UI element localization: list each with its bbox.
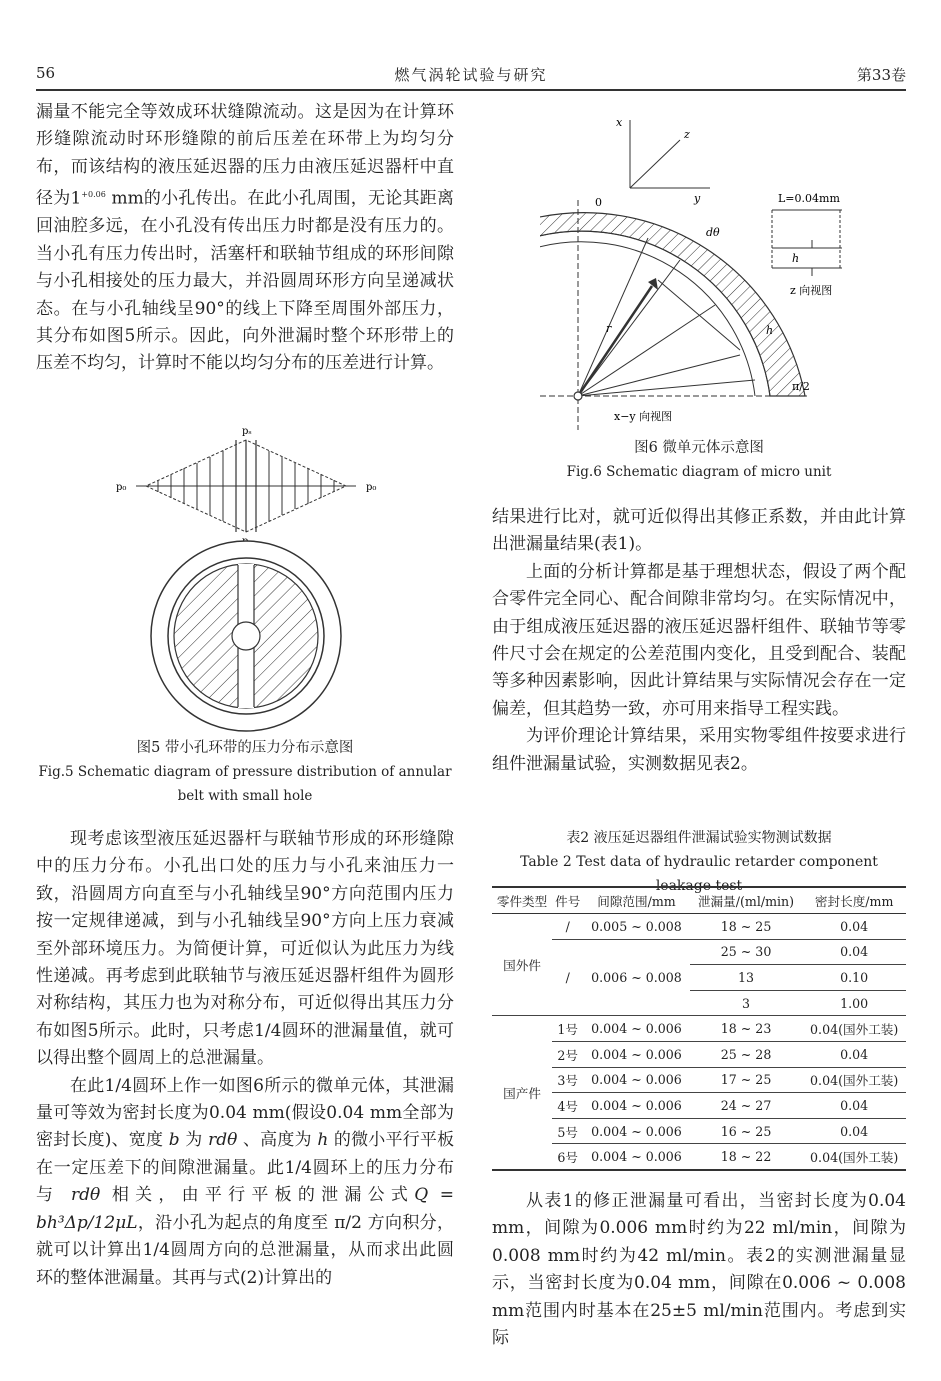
cell: 13	[690, 965, 803, 991]
paragraph: 结果进行比对，就可近似得出其修正系数，并由此计算出泄漏量结果(表1)。	[492, 507, 906, 555]
group-cell: 国外件	[492, 914, 552, 1016]
xy-view-label: x−y 向视图	[614, 410, 673, 423]
cell: 0.04	[802, 939, 906, 965]
cell: 1.00	[802, 990, 906, 1016]
figure-6	[540, 100, 850, 435]
fig5-caption	[36, 736, 454, 808]
cell: 25 ~ 30	[690, 939, 803, 965]
right-column-bottom	[492, 1188, 906, 1352]
cell: 0.04	[802, 1118, 906, 1144]
paragraph: 从表1的修正泄漏量可看出，当密封长度为0.04 mm，间隙为0.006 mm时约为22 ml/min，间隙为0.008 mm时约为42 ml/min。表2的实测泄漏量显示，当密封长度为0.04 mm，间隙在0.006 ~ 0.008 mm范围内时基本在25±5 ml/min范围内。考虑到实际	[492, 1191, 906, 1349]
cell: 0.04(国外工装)	[802, 1067, 906, 1093]
cell: 0.006 ~ 0.008	[583, 939, 689, 1016]
table-row	[492, 1093, 906, 1119]
cell: 6号	[552, 1144, 583, 1170]
label-p0-left: p₀	[116, 482, 127, 493]
paragraph: 在此1/4圆环上作一如图6所示的微单元体，其泄漏量可等效为密封长度为0.04 mm(假设0.04 mm全部为密封长度)、宽度 b 为 rdθ 、高度为 h 的微小平行平板在一定压差下的间隙泄漏量。此1/4圆环上的压力分布与 rdθ 相关，由平行平板的泄漏公式Q = bh³Δp/12μL，沿小孔为起点的角度至 π/2 方向积分，就可以计算出1/4圆周方向的总泄漏量，从而求出此圆环的整体泄漏量。其再与式(2)计算出的	[36, 1075, 455, 1288]
volume-label: 第33卷	[856, 66, 906, 84]
cell: 2号	[552, 1041, 583, 1067]
cell: 16 ~ 25	[690, 1118, 803, 1144]
r-label: r	[606, 322, 612, 335]
axis-y-label: y	[694, 192, 701, 205]
page-number: 56	[36, 64, 56, 82]
table-row	[492, 1118, 906, 1144]
table-row	[492, 939, 906, 965]
cell: 17 ~ 25	[690, 1067, 803, 1093]
leakage-formula: Q = bh³Δp/12μL	[36, 1185, 455, 1233]
fig6-caption	[492, 436, 906, 484]
left-column-bottom	[36, 826, 454, 1292]
pressure-rhombus	[136, 440, 356, 532]
cell: 0.04(国外工装)	[802, 1144, 906, 1170]
table2	[492, 886, 906, 1171]
L-label: L=0.04mm	[778, 192, 840, 205]
cell: 0.004 ~ 0.006	[583, 1093, 689, 1119]
cell: 18 ~ 22	[690, 1144, 803, 1170]
fig5-caption-en: Fig.5 Schematic diagram of pressure distribution of annular belt with small hole	[38, 764, 452, 804]
journal-title: 燃气涡轮试验与研究	[394, 66, 548, 84]
cell: /	[552, 939, 583, 1016]
table-row	[492, 1016, 906, 1042]
h-label: h	[766, 324, 774, 337]
z-view-label: z 向视图	[790, 284, 833, 297]
cell: /	[552, 914, 583, 940]
pi2-label: π/2	[792, 380, 810, 393]
cell: 0.004 ~ 0.006	[583, 1118, 689, 1144]
table-row	[492, 1067, 906, 1093]
cell: 25 ~ 28	[690, 1041, 803, 1067]
superscript: +0.06	[81, 190, 106, 200]
radius-arrow	[578, 286, 652, 396]
col-header: 间隙范围/mm	[583, 887, 689, 914]
paragraph: 现考虑该型液压延迟器杆与联轴节形成的环形缝隙中的压力分布。小孔出口处的压力与小孔来油压力一致，沿圆周方向直至与小孔轴线呈90°方向范围内压力按一定规律递减，到与小孔轴线呈90°方向上压力衰减至外部环境压力。为简便计算，可近似认为此压力为线性递减。再考虑到此联轴节与液压延迟器杆组件为圆形对称结构，其压力也为对称分布，可近似得出其压力分布如图5所示。此时，只考虑1/4圆环的泄漏量值，就可以得出整个圆周上的总泄漏量。	[36, 829, 454, 1069]
cell: 0.005 ~ 0.008	[583, 914, 689, 940]
axis-z-label: z	[684, 128, 690, 141]
cell: 0.04(国外工装)	[802, 1016, 906, 1042]
cell: 4号	[552, 1093, 583, 1119]
left-column-top	[36, 99, 454, 378]
cell: 0.004 ~ 0.006	[583, 1144, 689, 1170]
table2-title-cn: 表2 液压延迟器组件泄漏试验实物测试数据	[566, 830, 832, 846]
table-row	[492, 1144, 906, 1170]
col-header: 密封长度/mm	[802, 887, 906, 914]
cell: 18 ~ 25	[690, 914, 803, 940]
paragraph: 漏量不能完全等效成环状缝隙流动。这是因为在计算环形缝隙流动时环形缝隙的前后压差在环带上为均匀分布，而该结构的液压延迟器的压力由液压延迟器杆中直径为$1^{+0.06}$ mm的小孔传出。在此小孔周围，无论其距离回油腔多远，在小孔没有传出压力时都是没有压力的。当小孔有压力传出时，活塞杆和联轴节组成的环形间隙与小孔相接处的压力最大，并沿圆周环形方向呈递减状态。在与小孔轴线呈90°的线上下降至周围外部压力，其分布如图5所示。因此，向外泄漏时整个环形带上的压差不均匀，计算时不能以均匀分布的压差进行计算。	[36, 102, 454, 374]
paragraph: 为评价理论计算结果，采用实物零组件按要求进行组件泄漏量试验，实测数据见表2。	[492, 726, 906, 774]
col-header: 泄漏量/(ml/min)	[690, 887, 803, 914]
cell: 0.10	[802, 965, 906, 991]
header-rule	[36, 89, 906, 91]
coord-axes	[630, 120, 710, 188]
cell: 3	[690, 990, 803, 1016]
paragraph: 上面的分析计算都是基于理想状态，假设了两个配合零件完全同心、配合间隙非常均匀。在实际情况中，由于组成液压延迟器的液压延迟器杆组件、联轴节等零件尺寸会在规定的公差范围内变化，且受到配合、装配等多种因素影响，因此计算结果与实际情况会存在一定偏差，但其趋势一致，亦可用来指导工程实践。	[492, 561, 906, 719]
origin-hole	[574, 392, 582, 400]
axis-x-label: x	[616, 116, 623, 129]
table-row	[492, 914, 906, 940]
table-row	[492, 1041, 906, 1067]
col-header: 零件类型	[492, 887, 552, 914]
fig6-caption-en: Fig.6 Schematic diagram of micro unit	[566, 464, 832, 480]
rays	[578, 238, 755, 396]
dtheta-label: dθ	[706, 226, 720, 239]
fig6-caption-cn: 图6 微单元体示意图	[634, 440, 764, 456]
cell: 0.04	[802, 914, 906, 940]
running-header	[36, 64, 906, 86]
figure-5	[36, 418, 456, 738]
cell: 0.004 ~ 0.006	[583, 1016, 689, 1042]
h-small-label: h	[792, 252, 800, 265]
cell: 24 ~ 27	[690, 1093, 803, 1119]
col-header: 件号	[552, 887, 583, 914]
ring-section	[151, 541, 341, 731]
z-view	[772, 210, 842, 276]
cell: 0.004 ~ 0.006	[583, 1041, 689, 1067]
cell: 1号	[552, 1016, 583, 1042]
right-column-top	[492, 504, 906, 778]
cell: 0.04	[802, 1093, 906, 1119]
cell: 0.04	[802, 1041, 906, 1067]
fig5-caption-cn: 图5 带小孔环带的压力分布示意图	[136, 740, 354, 756]
label-ps-top: pₛ	[242, 426, 252, 437]
origin-label: 0	[595, 196, 602, 209]
table-header-row	[492, 887, 906, 914]
label-p0-right: p₀	[366, 482, 377, 493]
cell: 3号	[552, 1067, 583, 1093]
quarter-ring	[540, 213, 805, 396]
table2-title-en: Table 2 Test data of hydraulic retarder component leakage test	[520, 854, 878, 894]
group-cell: 国产件	[492, 1016, 552, 1170]
cell: 5号	[552, 1118, 583, 1144]
cell: 18 ~ 23	[690, 1016, 803, 1042]
cell: 0.004 ~ 0.006	[583, 1067, 689, 1093]
